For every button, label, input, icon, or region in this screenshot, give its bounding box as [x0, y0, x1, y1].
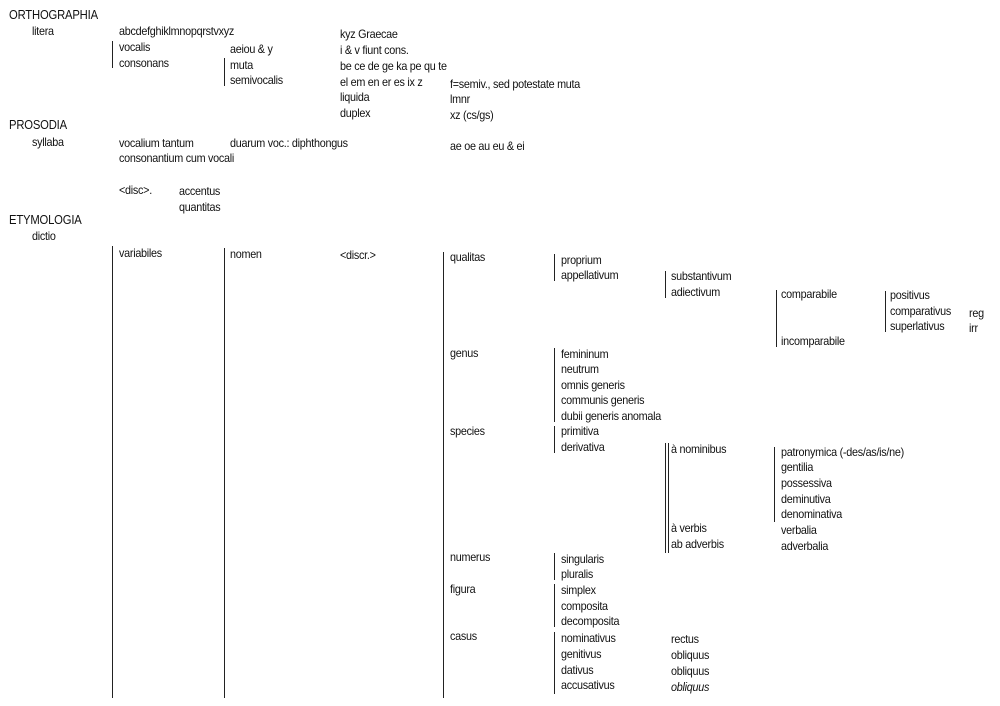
- label-incomparabile: incomparabile: [781, 334, 845, 348]
- label-adiectivum: adiectivum: [671, 285, 720, 299]
- casus-item: accusativus: [561, 678, 615, 692]
- bracket-derivativa: [665, 443, 666, 553]
- label-appellativum: appellativum: [561, 268, 619, 282]
- figura-item: composita: [561, 599, 608, 613]
- heading-etymologia: ETYMOLOGIA: [9, 213, 82, 227]
- muta-examples: be ce de ge ka pe qu te: [340, 59, 447, 73]
- label-nomen: nomen: [230, 247, 262, 261]
- diphthong-list: ae oe au eu & ei: [450, 139, 525, 153]
- label-comparativus: comparativus: [890, 304, 951, 318]
- genus-item: femininum: [561, 347, 609, 361]
- label-ab-adverbis: ab adverbis: [671, 537, 724, 551]
- label-duplex: duplex: [340, 106, 371, 120]
- kyz-graecae: kyz Graecae: [340, 27, 398, 41]
- label-reg: reg: [969, 306, 984, 320]
- heading-prosodia: PROSODIA: [9, 118, 67, 132]
- bracket-numerus: [554, 553, 555, 580]
- consonantium-cum-vocali: consonantium cum vocali: [119, 151, 235, 165]
- label-pluralis: pluralis: [561, 567, 594, 581]
- bracket-comparabile: [885, 291, 886, 332]
- label-irr: irr: [969, 321, 978, 335]
- label-liquida: liquida: [340, 90, 370, 104]
- casus-item: nominativus: [561, 631, 616, 645]
- vocalium-tantum: vocalium tantum: [119, 136, 194, 150]
- label-casus: casus: [450, 629, 477, 643]
- label-comparabile: comparabile: [781, 287, 837, 301]
- label-positivus: positivus: [890, 288, 930, 302]
- duarum-diphthongus: duarum voc.: diphthongus: [230, 136, 348, 150]
- genus-item: dubii generis anomala: [561, 409, 662, 423]
- genus-item: omnis generis: [561, 378, 625, 392]
- casus-item: dativus: [561, 663, 594, 677]
- bracket-derivativa-double: [668, 443, 669, 553]
- label-litera: litera: [32, 24, 54, 38]
- label-consonans: consonans: [119, 56, 169, 70]
- heading-orthographia: ORTHOGRAPHIA: [9, 8, 98, 22]
- label-primitiva: primitiva: [561, 424, 599, 438]
- bracket-species: [554, 426, 555, 453]
- label-muta: muta: [230, 58, 253, 72]
- bracket-qualitas: [554, 254, 555, 281]
- label-obliquus: obliquus: [671, 648, 710, 662]
- bracket-dictio: [112, 246, 113, 698]
- label-a-nominibus: à nominibus: [671, 442, 727, 456]
- label-singularis: singularis: [561, 552, 604, 566]
- figura-item: decomposita: [561, 614, 620, 628]
- label-adverbalia: adverbalia: [781, 539, 829, 553]
- label-qualitas: qualitas: [450, 250, 486, 264]
- label-quantitas: quantitas: [179, 200, 221, 214]
- f-note: f=semiv., sed potestate muta: [450, 77, 581, 91]
- bracket-litera: [112, 41, 113, 68]
- liquida-examples: lmnr: [450, 92, 470, 106]
- iv-note: i & v fiunt cons.: [340, 43, 409, 57]
- bracket-adiectivum: [776, 290, 777, 347]
- discr-label: <discr.>: [340, 248, 376, 262]
- figura-item: simplex: [561, 583, 596, 597]
- bracket-a-nominibus: [774, 447, 775, 522]
- label-numerus: numerus: [450, 550, 491, 564]
- nominibus-item: deminutiva: [781, 492, 831, 506]
- label-semivocalis: semivocalis: [230, 73, 283, 87]
- bracket-appellativum: [665, 271, 666, 298]
- bracket-nomen: [443, 252, 444, 698]
- label-verbalia: verbalia: [781, 523, 817, 537]
- label-obliquus: obliquus: [671, 680, 710, 694]
- label-species: species: [450, 424, 485, 438]
- bracket-casus: [554, 632, 555, 694]
- disc-label: <disc>.: [119, 183, 152, 197]
- semivocalis-examples: el em en er es ix z: [340, 75, 423, 89]
- label-proprium: proprium: [561, 253, 602, 267]
- genus-item: communis generis: [561, 393, 645, 407]
- duplex-examples: xz (cs/gs): [450, 108, 494, 122]
- nominibus-item: patronymica (-des/as/is/ne): [781, 445, 904, 459]
- label-substantivum: substantivum: [671, 269, 732, 283]
- bracket-consonans: [224, 58, 225, 86]
- genus-item: neutrum: [561, 362, 599, 376]
- aeiou-y: aeiou & y: [230, 42, 273, 56]
- bracket-figura: [554, 584, 555, 627]
- bracket-variabiles: [224, 248, 225, 698]
- casus-item: genitivus: [561, 647, 602, 661]
- bracket-genus: [554, 348, 555, 422]
- label-figura: figura: [450, 582, 476, 596]
- label-superlativus: superlativus: [890, 319, 945, 333]
- label-derivativa: derivativa: [561, 440, 605, 454]
- nominibus-item: denominativa: [781, 507, 843, 521]
- label-genus: genus: [450, 346, 479, 360]
- nominibus-item: gentilia: [781, 460, 814, 474]
- label-dictio: dictio: [32, 229, 56, 243]
- alphabet-text: abcdefghiklmnopqrstvxyz: [119, 24, 235, 38]
- label-rectus: rectus: [671, 632, 699, 646]
- label-obliquus: obliquus: [671, 664, 710, 678]
- label-accentus: accentus: [179, 184, 221, 198]
- label-vocalis: vocalis: [119, 40, 151, 54]
- nominibus-item: possessiva: [781, 476, 832, 490]
- label-syllaba: syllaba: [32, 135, 64, 149]
- label-variabiles: variabiles: [119, 246, 162, 260]
- label-a-verbis: à verbis: [671, 521, 707, 535]
